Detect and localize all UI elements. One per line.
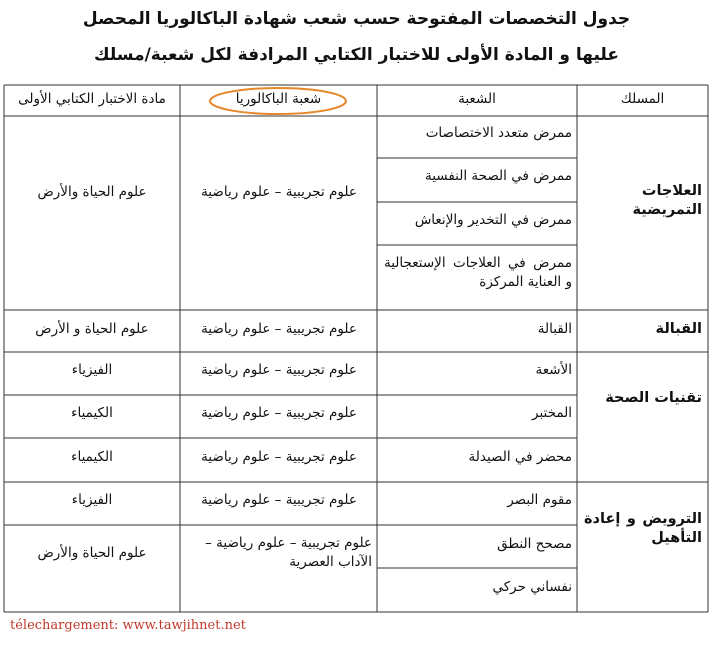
subject-cell: علوم الحياة و الأرض (35, 321, 149, 337)
specialty-cell: محضر في الصيدلة (468, 449, 572, 465)
bac-stream-cell: علوم تجريبية – علوم رياضية – الآداب العصرية (205, 535, 372, 570)
header-bac-stream: شعبة الباكالوريا (235, 91, 322, 107)
subject-cell: علوم الحياة والأرض (37, 545, 147, 561)
specialty-cell: ممرض في التخدير والإنعاش (414, 212, 572, 228)
track-name: الترويض و إعادة التأهيل (584, 511, 702, 546)
bac-stream-cell: علوم تجريبية – علوم رياضية (201, 321, 357, 337)
specialty-cell: ممرض متعدد الاختصاصات (425, 125, 572, 141)
specialty-cell: الأشعة (535, 362, 572, 378)
bac-stream-cell: علوم تجريبية – علوم رياضية (201, 405, 357, 421)
subject-cell: علوم الحياة والأرض (37, 184, 147, 200)
specialty-cell: ممرض في الصحة النفسية (424, 168, 572, 184)
specialty-cell: مصحح النطق (497, 536, 572, 552)
track-name: القبالة (655, 321, 702, 337)
footer-download-link[interactable]: télechargement: www.tawjihnet.net (10, 618, 246, 633)
bac-stream-cell: علوم تجريبية – علوم رياضية (201, 449, 357, 465)
track-name: تقنيات الصحة (605, 390, 702, 406)
specialty-cell: المختبر (532, 405, 572, 421)
track-name: العلاجات التمريضية (632, 183, 702, 218)
header-specialty: الشعبة (458, 91, 496, 107)
specialty-cell: القبالة (537, 321, 572, 337)
header-track: المسلك (620, 91, 665, 107)
bac-stream-cell: علوم تجريبية – علوم رياضية (201, 492, 357, 508)
subject-cell: الكيمياء (71, 449, 113, 465)
subject-cell: الفيزياء (71, 492, 113, 508)
subject-cell: الفيزياء (71, 362, 113, 378)
page-title-line-1: جدول التخصصات المفتوحة حسب شعب شهادة الباكالوريا المحصل (82, 9, 631, 29)
specialty-cell: نفساني حركي (492, 579, 572, 595)
subject-cell: الكيمياء (71, 405, 113, 421)
header-first-subject: مادة الاختبار الكتابي الأولى (18, 91, 166, 107)
specialty-cell: ممرض في العلاجات الإستعجالية و العناية المركزة (384, 255, 572, 290)
specialty-cell: مقوم البصر (507, 492, 572, 508)
page-title-line-2: عليها و المادة الأولى للاختبار الكتابي المرادفة لكل شعبة/مسلك (94, 45, 619, 65)
bac-stream-cell: علوم تجريبية – علوم رياضية (201, 184, 357, 200)
bac-stream-cell: علوم تجريبية – علوم رياضية (201, 362, 357, 378)
